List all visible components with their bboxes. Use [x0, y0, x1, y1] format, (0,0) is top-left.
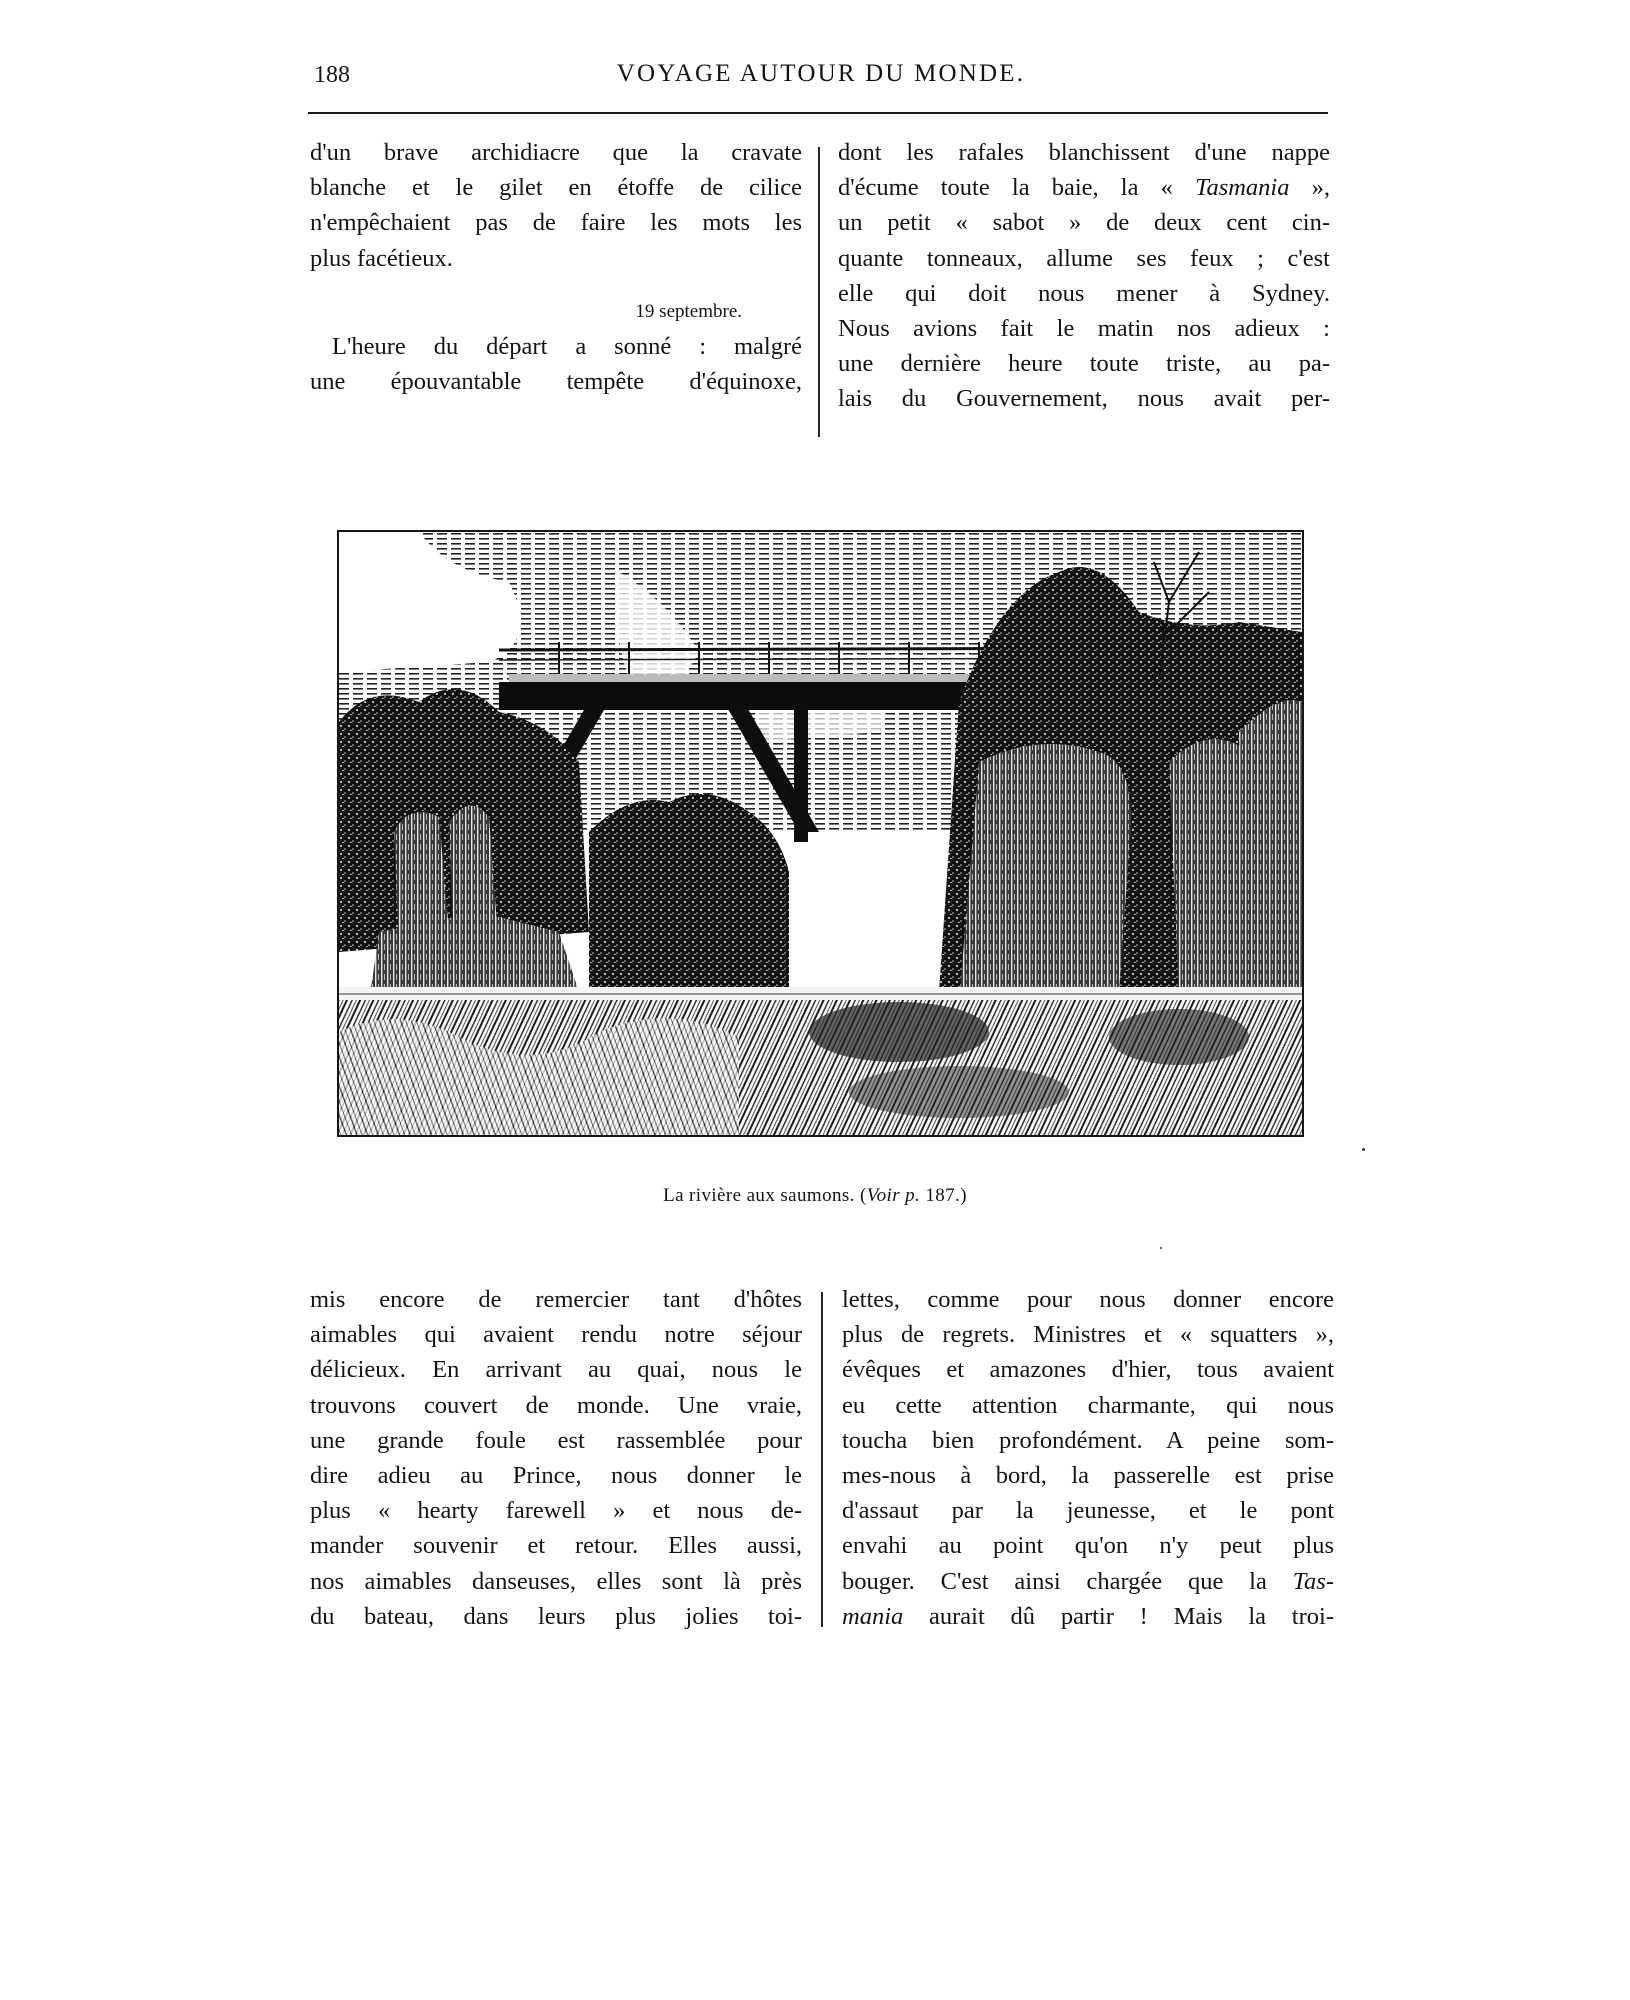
text-line: lais du Gouvernement, nous avait per- [838, 385, 1330, 413]
text-line: du bateau, dans leurs plus jolies toi- [310, 1602, 802, 1630]
text-line: toucha bien profondément. A peine som- [842, 1426, 1334, 1454]
text-line: dont les rafales blanchissent d'une nappe [838, 139, 1330, 166]
figure-caption: La rivière aux saumons. (Voir p. 187.) [663, 1185, 967, 1206]
text-line: plus facétieux. [310, 244, 453, 272]
text-line: elle qui doit nous mener à Sydney. [838, 279, 1330, 307]
bottom-left-column [310, 1282, 802, 1634]
text-line: quante tonneaux, allume ses feux ; c'est [838, 244, 1330, 272]
text-line: blanche et le gilet en étoffe de cilice [310, 174, 802, 202]
text-line: mander souvenir et retour. Elles aussi, [310, 1532, 802, 1560]
text-line: évêques et amazones d'hier, tous avaient [842, 1356, 1334, 1384]
caption-title: La rivière aux saumons. [663, 1185, 855, 1206]
print-speck [1362, 1148, 1365, 1151]
text-line: d'assaut par la jeunesse, et le pont [842, 1497, 1334, 1525]
text-line: n'empêchaient pas de faire les mots les [310, 209, 802, 237]
text-line: mania aurait dû partir ! Mais la troi- [842, 1602, 1334, 1630]
text-line: Nous avions fait le matin nos adieux : [838, 314, 1330, 342]
text-line: L'heure du départ a sonné : malgré [332, 332, 802, 360]
text-line: d'un brave archidiacre que la cravate [310, 139, 802, 166]
text-line: d'écume toute la baie, la « Tasmania », [838, 174, 1331, 202]
top-left-column [310, 135, 802, 399]
bridge-gorge-engraving [339, 532, 1302, 1135]
text-line: aimables qui avaient rendu notre séjour [310, 1321, 802, 1349]
text-line: dire adieu au Prince, nous donner le [310, 1461, 802, 1489]
text-line: bouger. C'est ainsi chargée que la Tas- [842, 1567, 1334, 1595]
text-line: trouvons couvert de monde. Une vraie, [310, 1391, 802, 1419]
top-right-column [838, 135, 1330, 417]
column-divider [818, 147, 820, 437]
print-speck [1160, 1247, 1162, 1249]
page-number: 188 [314, 62, 350, 88]
text-line: lettes, comme pour nous donner encore [842, 1286, 1334, 1313]
header-rule [308, 112, 1328, 114]
bottom-right-column [842, 1282, 1334, 1634]
text-line: plus de regrets. Ministres et « squatters », [842, 1321, 1334, 1349]
column-divider [821, 1292, 823, 1627]
text-line: nos aimables danseuses, elles sont là près [310, 1567, 802, 1595]
caption-reference: Voir p. [866, 1185, 921, 1206]
text-line: une grande foule est rassemblée pour [310, 1426, 802, 1454]
text-line: plus « hearty farewell » et nous de- [310, 1497, 802, 1525]
text-line: mis encore de remercier tant d'hôtes [310, 1286, 802, 1313]
text-line: une dernière heure toute triste, au pa- [838, 350, 1330, 378]
text-line: un petit « sabot » de deux cent cin- [838, 209, 1330, 237]
running-title: VOYAGE AUTOUR DU MONDE. [616, 60, 1026, 87]
text-line: une épouvantable tempête d'équinoxe, [310, 368, 802, 396]
text-line: mes-nous à bord, la passerelle est prise [842, 1461, 1334, 1489]
text-line: eu cette attention charmante, qui nous [842, 1391, 1334, 1419]
engraving-illustration [337, 530, 1304, 1137]
text-line: délicieux. En arrivant au quai, nous le [310, 1356, 802, 1384]
date-heading: 19 septembre. [635, 300, 742, 322]
caption-page-ref: 187.) [925, 1185, 967, 1206]
text-line: envahi au point qu'on n'y peut plus [842, 1532, 1334, 1560]
